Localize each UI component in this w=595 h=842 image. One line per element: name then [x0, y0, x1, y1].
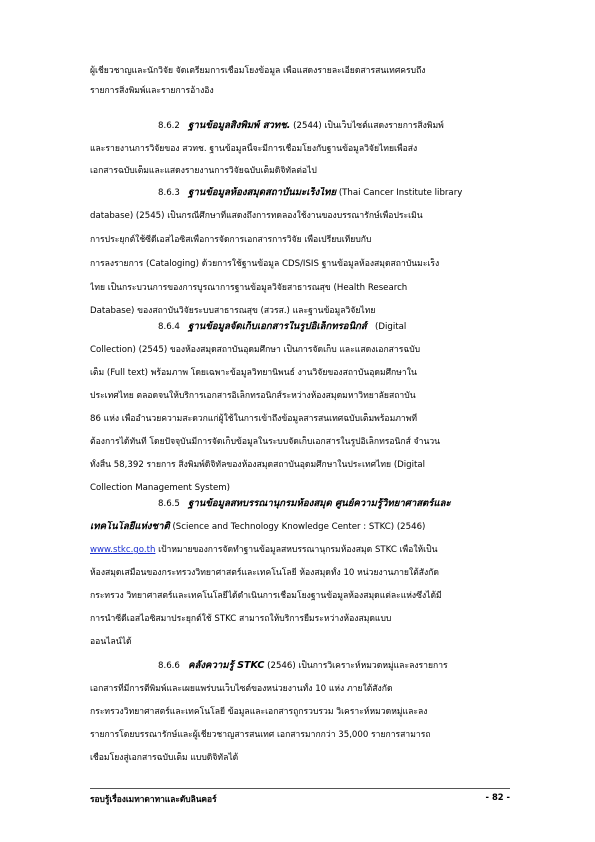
body-line: กระทรวงวิทยาศาสตร์และเทคโนโลยี ข้อมูลและเอกสารถูกรวบรวม วิเคราะห์หมวดหมู่และลง [90, 707, 428, 717]
body-line: ประเทศไทย ตลอดจนให้บริการเอกสารอิเล็กทรอนิกส์ระหว่างห้องสมุดมหาวิทยาลัยสถาบัน [90, 391, 416, 401]
body-line: 86 แห่ง เพื่ออำนวยความสะดวกแก่ผู้ใช้ในการเข้าถึงข้อมูลสารสนเทศฉบับเต็มพร้อมภาพที่ [90, 414, 418, 424]
body-line: ไทย เป็นกระบวนการของการบูรณาการฐานข้อมูลวิจัยสาธารณสุข (Health Research [90, 283, 408, 293]
body-line: กระทรวง วิทยาศาสตร์และเทคโนโลยีได้ดำเนินการเชื่อมโยงฐานข้อมูลห้องสมุดแต่ละแห่งซึ่งได้มี [90, 591, 442, 601]
body-line: Collection) (2545) ของห้องสมุดสถาบันอุดมศึกษา เป็นการจัดเก็บ และแสดงเอกสารฉบับ [90, 345, 421, 355]
body-line: เต็ม (Full text) พร้อมภาพ โดยเฉพาะข้อมูลวิทยานิพนธ์ งานวิจัยของสถาบันอุดมศึกษาใน [90, 368, 417, 378]
body-line: Collection Management System) [90, 483, 230, 493]
section-heading-8-6-5: 8.6.5 ฐานข้อมูลสหบรรณานุกรมห้องสมุด ศูนย์ความรู้วิทยาศาสตร์และ [158, 498, 451, 509]
stkc-link[interactable]: www.stkc.go.th [90, 545, 156, 555]
body-line: และรายงานการวิจัยของ สวทช. ฐานข้อมูลนี้จะมีการเชื่อมโยงกับฐานข้อมูลวิจัยไทยเพื่อส่ง [90, 144, 418, 154]
body-line: เชื่อมโยงสู่เอกสารฉบับเต็ม แบบดิจิทัลได้ [90, 753, 239, 763]
body-line: รายการสิ่งพิมพ์และรายการอ้างอิง [90, 86, 214, 96]
body-line: รายการโดยบรรณารักษ์และผู้เชี่ยวชาญสารสนเทศ เอกสารมากกว่า 35,000 รายการสามารถ [90, 730, 431, 740]
body-line: เอกสารฉบับเต็มและแสดงรายงานการวิจัยฉบับเต็มดิจิทัลต่อไป [90, 166, 317, 176]
body-line: การประยุกต์ใช้ซีดีเอสไอซิสเพื่อการจัดการเอกสารการวิจัย เพื่อเปรียบเทียบกับ [90, 235, 372, 245]
body-line: database) (2545) เป็นกรณีศึกษาที่แสดงถึงการทดลองใช้งานของบรรณารักษ์เพื่อประเมิน [90, 211, 423, 221]
section-heading-8-6-6: 8.6.6 คลังความรู้ STKC (2546) เป็นการวิเคราะห์หมวดหมู่และลงรายการ [158, 660, 448, 671]
section-heading-8-6-2: 8.6.2 ฐานข้อมูลสิ่งพิมพ์ สวทช. (2544) เป็นเว็บไซต์แสดงรายการสิ่งพิมพ์ [158, 120, 444, 131]
section-heading-8-6-5-cont: เทคโนโลยีแห่งชาติ (Science and Technology Knowledge Center : STKC) (2546) [90, 521, 426, 532]
body-line: ต้องการได้ทันที โดยปัจจุบันมีการจัดเก็บข้อมูลในระบบจัดเก็บเอกสารในรูปอิเล็กทรอนิกส์ จำนวน [90, 437, 441, 447]
body-line: ออนไลน์ได้ [90, 637, 132, 647]
body-line: การลงรายการ (Cataloging) ด้วยการใช้ฐานข้อมูล CDS/ISIS ฐานข้อมูลห้องสมุดสถาบันมะเร็ง [90, 259, 440, 269]
page-number: - 82 - [485, 792, 510, 802]
body-line: ผู้เชี่ยวชาญและนักวิจัย จัดเตรียมการเชื่อมโยงข้อมูล เพื่อแสดงรายละเอียดสารสนเทศครบถึง [90, 66, 426, 76]
body-line: ทั้งสิ้น 58,392 รายการ สิ่งพิมพ์ดิจิทัลของห้องสมุดสถาบันอุดมศึกษาในประเทศไทย (Digital [90, 460, 426, 470]
footer-title: รอบรู้เรื่องเมทาดาทาและดับลินคอร์ [90, 794, 217, 804]
body-line: ห้องสมุดเสมือนของกระทรวงวิทยาศาสตร์และเทคโนโลยี ห้องสมุดทั้ง 10 หน่วยงานภายใต้สังกัด [90, 568, 439, 578]
body-line: www.stkc.go.th เป้าหมายของการจัดทำฐานข้อมูลสหบรรณานุกรมห้องสมุด STKC เพื่อให้เป็น [90, 545, 438, 555]
body-line: Database) ของสถาบันวิจัยระบบสาธารณสุข (สวรส.) และฐานข้อมูลวิจัยไทย [90, 306, 376, 316]
footer-divider [90, 788, 510, 789]
body-line: เอกสารที่มีการตีพิมพ์และเผยแพร่บนเว็บไซต์ของหน่วยงานทั้ง 10 แห่ง ภายใต้สังกัด [90, 684, 393, 694]
section-heading-8-6-3: 8.6.3 ฐานข้อมูลห้องสมุดสถาบันมะเร็งไทย (Thai Cancer Institute library [158, 187, 463, 198]
body-line: การนำซีดีเอสไอซิสมาประยุกต์ใช้ STKC สามารถให้บริการยืมระหว่างห้องสมุดแบบ [90, 614, 392, 624]
section-heading-8-6-4: 8.6.4 ฐานข้อมูลจัดเก็บเอกสารในรูปอิเล็กทรอนิกส์ (Digital [158, 321, 407, 332]
